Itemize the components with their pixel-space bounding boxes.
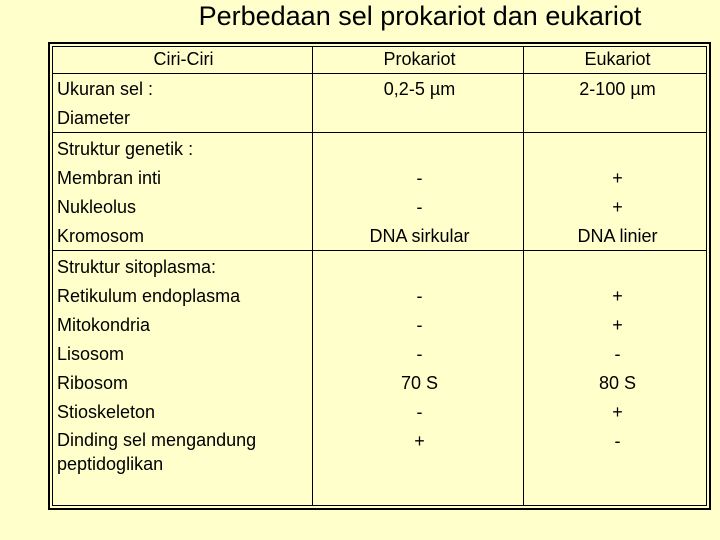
sitoplasma-eukariot-value: +	[612, 402, 623, 422]
page-title: Perbedaan sel prokariot dan eukariot	[198, 1, 642, 31]
sitoplasma-label: Struktur sitoplasma:	[57, 257, 217, 277]
sitoplasma-prokariot-value: -	[416, 344, 423, 364]
genetik-item: Membran inti	[57, 168, 162, 188]
genetik-prokariot-value: -	[416, 197, 423, 217]
sitoplasma-item: Lisosom	[57, 344, 125, 364]
sitoplasma-item: Stioskeleton	[57, 402, 156, 422]
header-prokariot: Prokariot	[383, 49, 456, 69]
sitoplasma-eukariot-value: -	[614, 344, 621, 364]
sitoplasma-eukariot-value: 80 S	[598, 373, 637, 393]
sitoplasma-prokariot-value: 70 S	[400, 373, 439, 393]
genetik-eukariot-value: DNA linier	[577, 226, 658, 246]
genetik-prokariot	[314, 164, 525, 251]
sitoplasma-eukariot-value: +	[612, 315, 623, 335]
ukuran-label: Ukuran sel :	[57, 79, 154, 99]
sitoplasma-prokariot-value: -	[416, 402, 423, 422]
genetik-prokariot-value: DNA sirkular	[369, 226, 470, 246]
genetik-item: Kromosom	[57, 226, 145, 246]
sitoplasma-item: Ribosom	[57, 373, 129, 393]
genetik-eukariot	[525, 164, 710, 251]
genetik-prokariot-value: -	[416, 168, 423, 188]
sitoplasma-item: Mitokondria	[57, 315, 151, 335]
sitoplasma-prokariot-value: -	[416, 315, 423, 335]
row-sitoplasma-label	[57, 253, 297, 476]
genetik-label: Struktur genetik :	[57, 139, 194, 159]
sitoplasma-prokariot-value: +	[414, 431, 425, 451]
header-eukariot: Eukariot	[584, 49, 651, 69]
sitoplasma-prokariot	[314, 282, 525, 456]
sitoplasma-item: Retikulum endoplasma	[57, 286, 241, 306]
header-ciri: Ciri-Ciri	[153, 49, 214, 69]
sitoplasma-prokariot-value: -	[416, 286, 423, 306]
header-divider	[52, 73, 707, 74]
sitoplasma-item: Dinding sel mengandung peptidoglikan	[57, 430, 257, 474]
sitoplasma-eukariot	[525, 282, 710, 456]
sitoplasma-eukariot-value: -	[614, 431, 621, 451]
genetik-item: Nukleolus	[57, 197, 137, 217]
column-divider	[312, 46, 313, 506]
row-ukuran-label	[57, 75, 153, 133]
ukuran-prokariot: 0,2-5 µm	[383, 79, 456, 99]
ukuran-sub: Diameter	[57, 108, 131, 128]
comparison-table	[48, 42, 711, 510]
ukuran-eukariot: 2-100 µm	[579, 79, 656, 99]
genetik-eukariot-value: +	[612, 168, 623, 188]
row-genetik-label	[57, 135, 193, 251]
sitoplasma-eukariot-value: +	[612, 286, 623, 306]
genetik-eukariot-value: +	[612, 197, 623, 217]
